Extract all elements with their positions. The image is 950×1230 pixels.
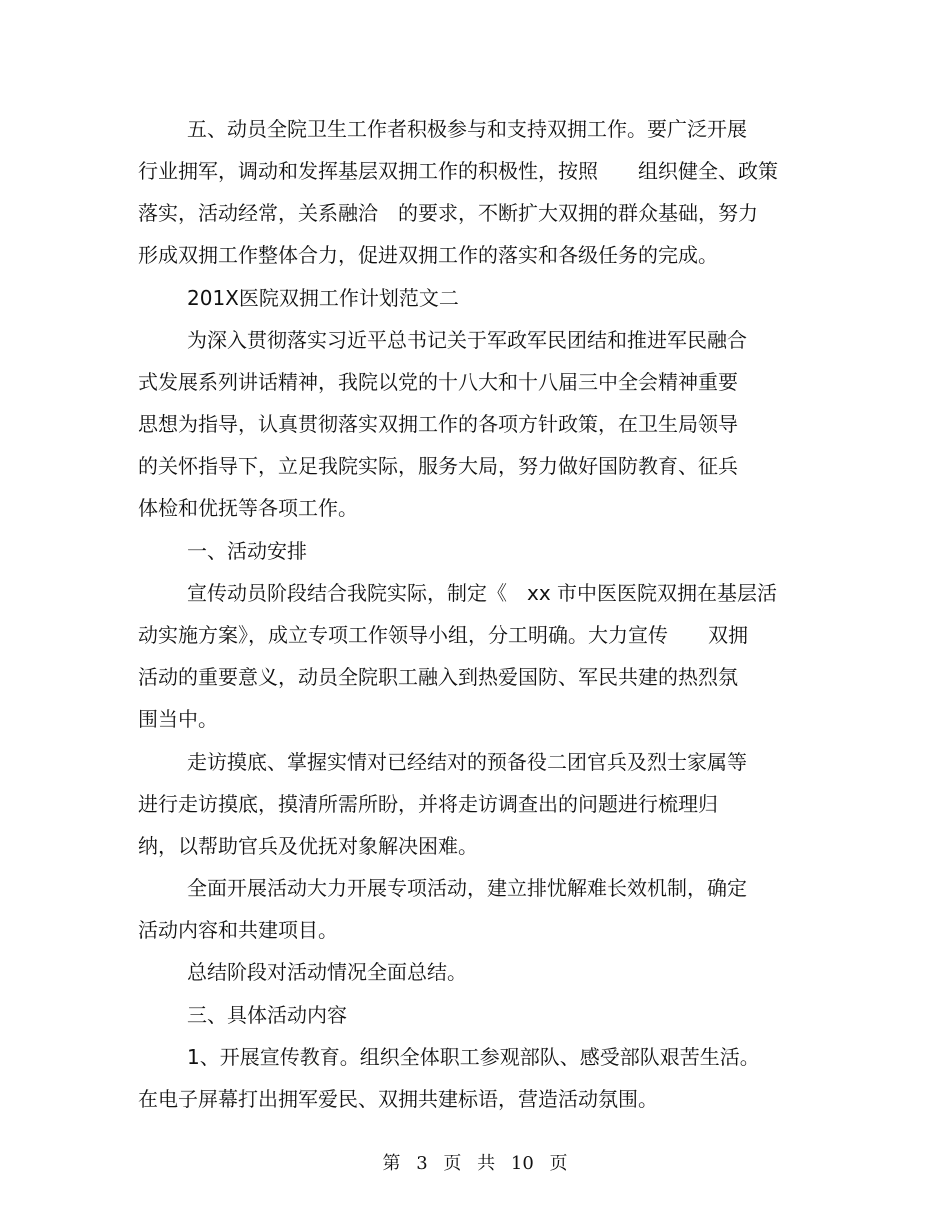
footer-ye: 页 — [443, 1153, 462, 1174]
paragraph-line: 围当中。 — [138, 707, 218, 731]
paragraph-line: 宣传动员阶段结合我院实际，制定《 xx 市中医医院双拥在基层活 — [187, 581, 778, 605]
paragraph-line: 总结阶段对活动情况全面总结。 — [187, 960, 467, 984]
paragraph-line: 体检和优抚等各项工作。 — [138, 496, 358, 520]
paragraph-line: 1、开展宣传教育。组织全体职工参观部队、感受部队艰苦生活。 — [187, 1045, 760, 1069]
section-heading: 一、活动安排 — [187, 539, 307, 563]
paragraph-line: 五、动员全院卫生工作者积极参与和支持双拥工作。要广泛开展 — [187, 117, 747, 141]
paragraph-line: 在电子屏幕打出拥军爱民、双拥共建标语，营造活动氛围。 — [138, 1087, 658, 1111]
paragraph-line: 活动内容和共建项目。 — [138, 918, 338, 942]
paragraph-line: 为深入贯彻落实习近平总书记关于军政军民团结和推进军民融合 — [187, 328, 747, 352]
paragraph-line: 纳，以帮助官兵及优抚对象解决困难。 — [138, 834, 478, 858]
paragraph-line: 走访摸底、掌握实情对已经结对的预备役二团官兵及烈士家属等 — [187, 750, 747, 774]
section-heading: 三、具体活动内容 — [187, 1003, 347, 1027]
paragraph-line: 形成双拥工作整体合力，促进双拥工作的落实和各级任务的完成。 — [138, 243, 718, 267]
footer-gong: 共 — [477, 1153, 496, 1174]
paragraph-line: 全面开展活动大力开展专项活动，建立排忧解难长效机制，确定 — [187, 876, 747, 900]
section-heading: 201X医院双拥工作计划范文二 — [187, 286, 459, 310]
paragraph-line: 思想为指导，认真贯彻落实双拥工作的各项方针政策，在卫生局领导 — [138, 412, 738, 436]
paragraph-line: 行业拥军，调动和发挥基层双拥工作的积极性，按照 组织健全、政策 — [138, 159, 778, 183]
footer-ye-2: 页 — [549, 1153, 568, 1174]
footer-current-page: 3 — [416, 1153, 428, 1174]
paragraph-line: 进行走访摸底，摸清所需所盼，并将走访调查出的问题进行梳理归 — [138, 792, 718, 816]
page-footer — [0, 1152, 950, 1176]
paragraph-line: 活动的重要意义，动员全院职工融入到热爱国防、军民共建的热烈氛 — [138, 665, 738, 689]
footer-di: 第 — [382, 1153, 401, 1174]
paragraph-line: 落实，活动经常，关系融洽 的要求，不断扩大双拥的群众基础，努力 — [138, 201, 758, 225]
paragraph-line: 动实施方案》，成立专项工作领导小组，分工明确。大力宣传 双拥 — [138, 623, 748, 647]
paragraph-line: 式发展系列讲话精神，我院以党的十八大和十八届三中全会精神重要 — [138, 370, 738, 394]
paragraph-line: 的关怀指导下，立足我院实际，服务大局，努力做好国防教育、征兵 — [138, 454, 738, 478]
footer-total-pages: 10 — [510, 1153, 534, 1174]
